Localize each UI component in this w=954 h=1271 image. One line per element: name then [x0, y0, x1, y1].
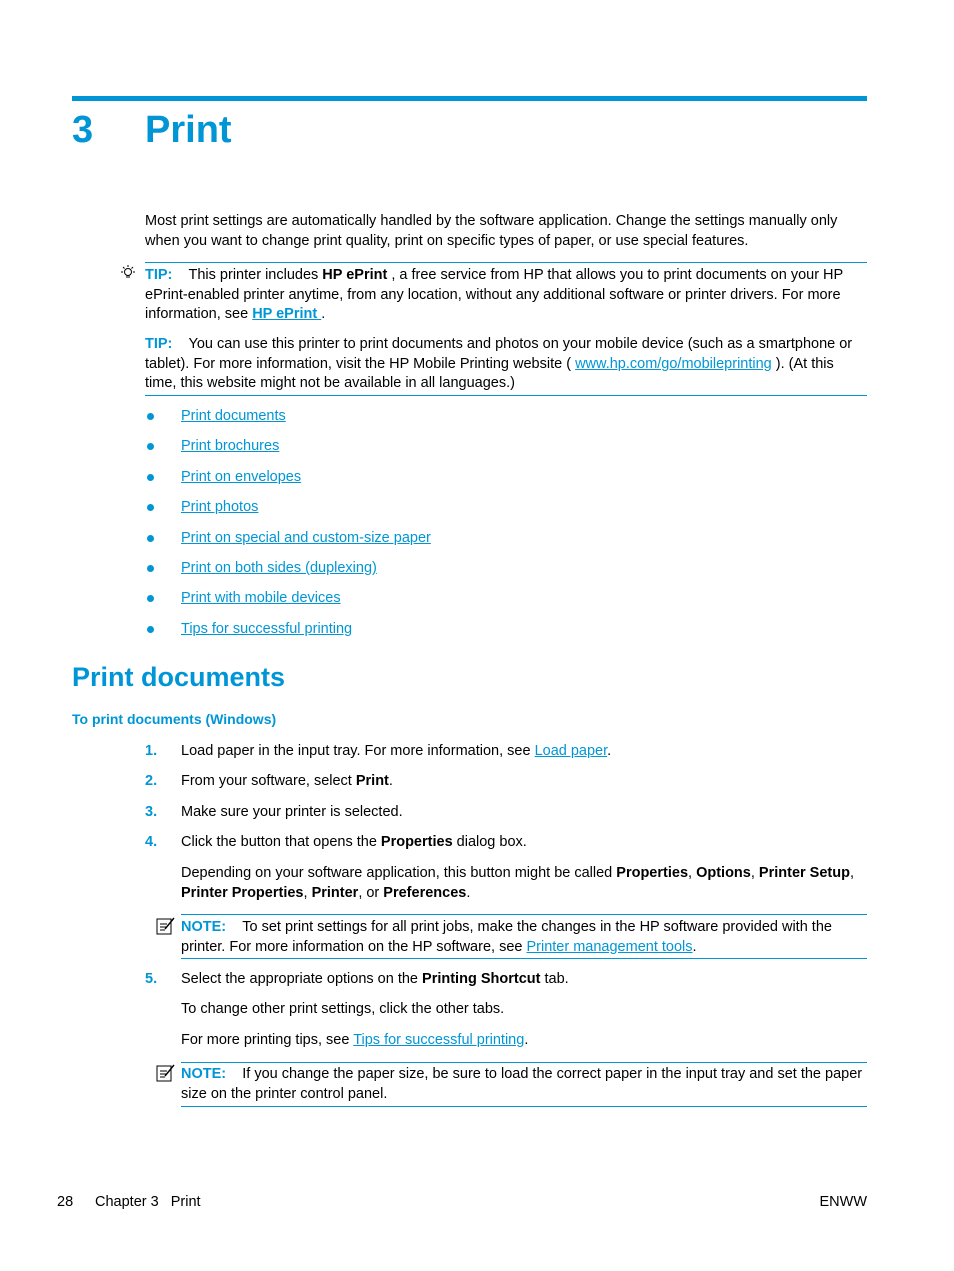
note-1 — [181, 918, 867, 957]
tip-1-label: TIP: — [145, 267, 173, 283]
chapter-number: 3 — [72, 109, 94, 151]
bullet-icon — [147, 595, 154, 602]
note-2-rule-top — [181, 1062, 867, 1063]
toc-link-print-envelopes[interactable]: Print on envelopes — [181, 469, 302, 485]
tip-1 — [145, 266, 867, 325]
step-4-number: 4. — [145, 834, 158, 850]
tip-rule-bottom — [145, 395, 867, 396]
step-5-detail-2-end: . — [524, 1032, 529, 1048]
tip-1-text-a: This printer includes — [188, 267, 323, 283]
note-1-end: . — [692, 938, 697, 955]
step-5-bold: Printing Shortcut — [422, 971, 541, 987]
tips-link[interactable]: Tips for successful printing — [353, 1032, 525, 1048]
step-5-text: Select the appropriate options on the — [181, 971, 423, 987]
term-printer-setup: Printer Setup — [758, 865, 850, 881]
bullet-icon — [147, 626, 154, 633]
intro-paragraph: Most print settings are automatically handled by the software application. Change the settings manually only when you want to change print quality, print on specific types of paper, or use special features. — [145, 213, 838, 249]
separator: , or — [358, 884, 384, 901]
step-2-number: 2. — [145, 773, 158, 789]
lightbulb-icon — [119, 264, 137, 282]
step-4 — [181, 833, 871, 853]
step-4-text: Click the button that opens the — [181, 834, 381, 850]
step-1-number: 1. — [145, 743, 158, 759]
tip-1-link-hp-eprint[interactable]: HP ePrint — [252, 306, 322, 322]
step-5-number: 5. — [145, 971, 158, 987]
toc-link-special-paper[interactable]: Print on special and custom-size paper — [181, 530, 431, 546]
tip-2-link-mobileprinting[interactable]: www.hp.com/go/mobileprinting — [575, 355, 772, 372]
tip-2 — [145, 335, 867, 394]
note-2 — [181, 1065, 867, 1104]
toc-link-print-photos[interactable]: Print photos — [181, 499, 259, 515]
step-4-detail-text: Depending on your software application, this button might be called — [181, 865, 617, 881]
toc-link-duplexing[interactable]: Print on both sides (duplexing) — [181, 560, 377, 576]
footer-chapter: Chapter 3 Print — [95, 1194, 201, 1210]
step-2-text: From your software, select — [181, 773, 356, 789]
step-2-end: . — [388, 773, 393, 789]
step-3-text: Make sure your printer is selected. — [181, 804, 403, 820]
section-title: Print documents — [72, 662, 286, 692]
printer-management-tools-link[interactable]: Printer management tools — [526, 938, 693, 955]
note-1-rule-top — [181, 914, 867, 915]
bullet-icon — [147, 565, 154, 572]
step-4-bold: Properties — [380, 834, 453, 850]
tip-2-text-a: You can use this printer to print documents and photos on your mobile device (such as a smartphone or tablet). For more information, visit the HP Mobile Printing website ( — [145, 336, 853, 372]
separator: , — [688, 865, 697, 881]
term-printer-properties: Printer Properties — [181, 884, 304, 901]
footer-page-number: 28 — [57, 1194, 74, 1210]
step-5-detail-1: To change other print settings, click the other tabs. — [181, 1001, 505, 1017]
step-3-number: 3. — [145, 804, 158, 820]
separator: , — [849, 865, 854, 881]
term-options: Options — [696, 865, 751, 881]
load-paper-link[interactable]: Load paper — [534, 743, 608, 759]
bullet-icon — [147, 535, 154, 542]
step-1-text: Load paper in the input tray. For more information, see — [181, 743, 535, 759]
toc-link-print-documents[interactable]: Print documents — [181, 408, 286, 424]
section-subhead: To print documents (Windows) — [72, 711, 277, 727]
note-2-rule-bottom — [181, 1106, 867, 1107]
tip-2-label: TIP: — [145, 336, 173, 352]
term-preferences: Preferences — [383, 884, 467, 901]
term-printer: Printer — [311, 884, 359, 901]
step-5-end: tab. — [540, 971, 569, 987]
step-2 — [181, 772, 871, 792]
step-1-end: . — [607, 743, 612, 759]
bullet-icon — [147, 443, 154, 450]
chapter-rule — [72, 96, 867, 101]
step-5 — [181, 970, 871, 990]
note-2-text: If you change the paper size, be sure to load the correct paper in the input tray and set the paper size on the printer control panel. — [181, 1066, 863, 1102]
footer-enww: ENWW — [819, 1194, 867, 1210]
toc-link-mobile-devices[interactable]: Print with mobile devices — [181, 590, 341, 606]
bullet-icon — [147, 413, 154, 420]
chapter-title: Print — [145, 109, 232, 151]
separator: , — [750, 865, 759, 881]
note-icon — [156, 917, 176, 935]
tip-rule-top — [145, 262, 867, 263]
step-2-bold: Print — [355, 773, 389, 789]
tip-1-bold: HP ePrint — [322, 267, 388, 283]
tip-1-text-c: . — [321, 306, 326, 322]
note-2-label: NOTE: — [181, 1066, 227, 1082]
note-1-label: NOTE: — [181, 919, 227, 935]
tip-1-text-b: , a free service from HP that allows you to print documents on your HP ePrint-enabled printer anytime, from any location, without any additional software or printer drivers. For more information, see — [145, 267, 843, 322]
note-1-text: To set print settings for all print jobs, make the changes in the HP software provided with the printer. For more information on the HP software, see — [181, 919, 832, 955]
toc-link-tips[interactable]: Tips for successful printing — [181, 621, 353, 637]
step-1 — [181, 742, 871, 762]
step-5-detail-2 — [181, 1031, 871, 1051]
note-icon — [156, 1064, 176, 1082]
step-4-detail-end: . — [466, 884, 471, 901]
bullet-icon — [147, 474, 154, 481]
step-4-detail — [181, 864, 871, 903]
separator: , — [303, 884, 312, 901]
toc-link-print-brochures[interactable]: Print brochures — [181, 438, 280, 454]
step-5-detail-2-text: For more printing tips, see — [181, 1032, 354, 1048]
note-1-rule-bottom — [181, 958, 867, 959]
tip-2-text-b: ). (At this time, this website might not be available in all languages.) — [145, 355, 834, 391]
step-4-end: dialog box. — [452, 834, 527, 850]
term-properties: Properties — [616, 865, 689, 881]
bullet-icon — [147, 504, 154, 511]
